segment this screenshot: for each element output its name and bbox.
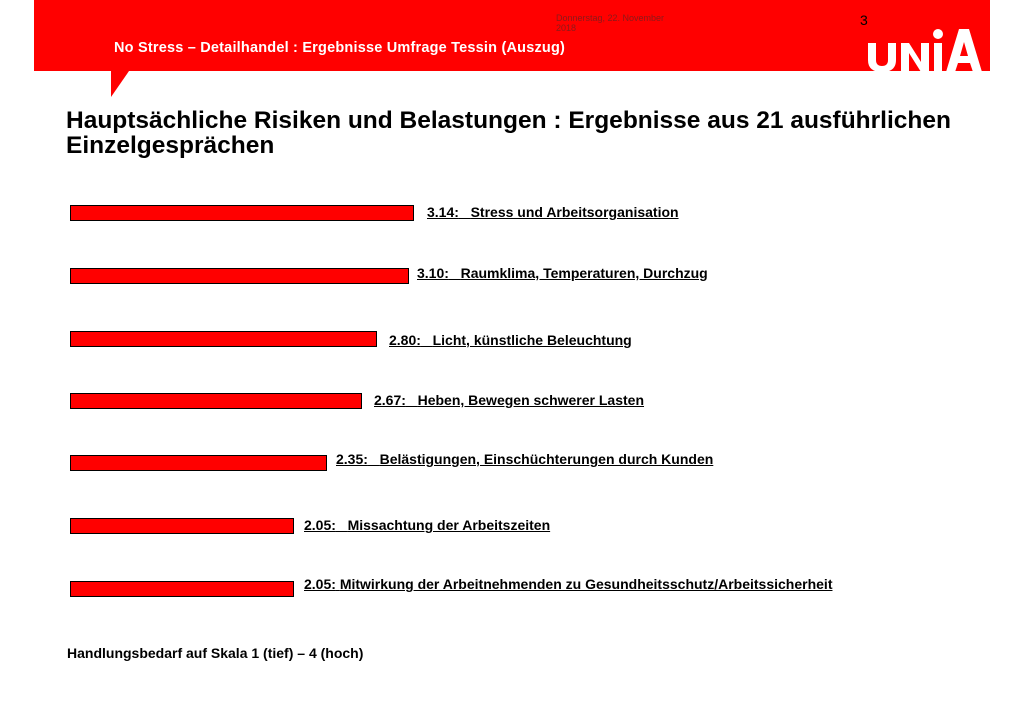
bar-category-1: Stress und Arbeitsorganisation xyxy=(470,204,679,220)
bar-category-4: Heben, Bewegen schwerer Lasten xyxy=(417,392,645,408)
date-text: Donnerstag, 22. November 2018 xyxy=(556,13,665,33)
bar-value-3: 2.80: xyxy=(389,332,421,348)
bar-2 xyxy=(70,268,409,284)
unia-logo xyxy=(868,26,990,72)
bar-category-3: Licht, künstliche Beleuchtung xyxy=(432,332,632,348)
bar-value-1: 3.14: xyxy=(427,204,459,220)
bar-value-2: 3.10: xyxy=(417,265,449,281)
bar-value-4: 2.67: xyxy=(374,392,406,408)
bar-label-4 xyxy=(374,392,644,408)
chart-title: Hauptsächliche Risiken und Belastungen : Ergebnisse aus 21 ausführlichen Einzelgesprächen xyxy=(66,107,951,159)
page-number: 3 xyxy=(860,12,868,28)
header-banner-tab xyxy=(111,71,129,97)
bar-7 xyxy=(70,581,294,597)
bar-6 xyxy=(70,518,294,534)
header-title: No Stress – Detailhandel : Ergebnisse Umfrage Tessin (Auszug) xyxy=(114,40,566,56)
bar-label-6 xyxy=(304,517,550,533)
bar-value-5: 2.35: xyxy=(336,451,368,467)
bar-4 xyxy=(70,393,362,409)
header-banner xyxy=(34,0,990,71)
bar-1 xyxy=(70,205,414,221)
bar-category-6: Missachtung der Arbeitszeiten xyxy=(347,517,551,533)
bar-label-2 xyxy=(417,265,708,281)
bar-label-3 xyxy=(389,332,632,348)
bar-3 xyxy=(70,331,377,347)
bar-category-2: Raumklima, Temperaturen, Durchzug xyxy=(460,265,708,281)
bar-label-1 xyxy=(427,204,679,220)
bar-label-7 xyxy=(304,576,832,592)
bar-category-7: Mitwirkung der Arbeitnehmenden zu Gesundheitsschutz/Arbeitssicherheit xyxy=(339,576,833,592)
bar-value-6: 2.05: xyxy=(304,517,336,533)
scale-note: Handlungsbedarf auf Skala 1 (tief) – 4 (hoch) xyxy=(67,645,364,661)
bar-value-7: 2.05: xyxy=(304,576,336,592)
bar-label-5 xyxy=(336,451,713,467)
bar-5 xyxy=(70,455,327,471)
bar-category-5: Belästigungen, Einschüchterungen durch Kunden xyxy=(379,451,714,467)
